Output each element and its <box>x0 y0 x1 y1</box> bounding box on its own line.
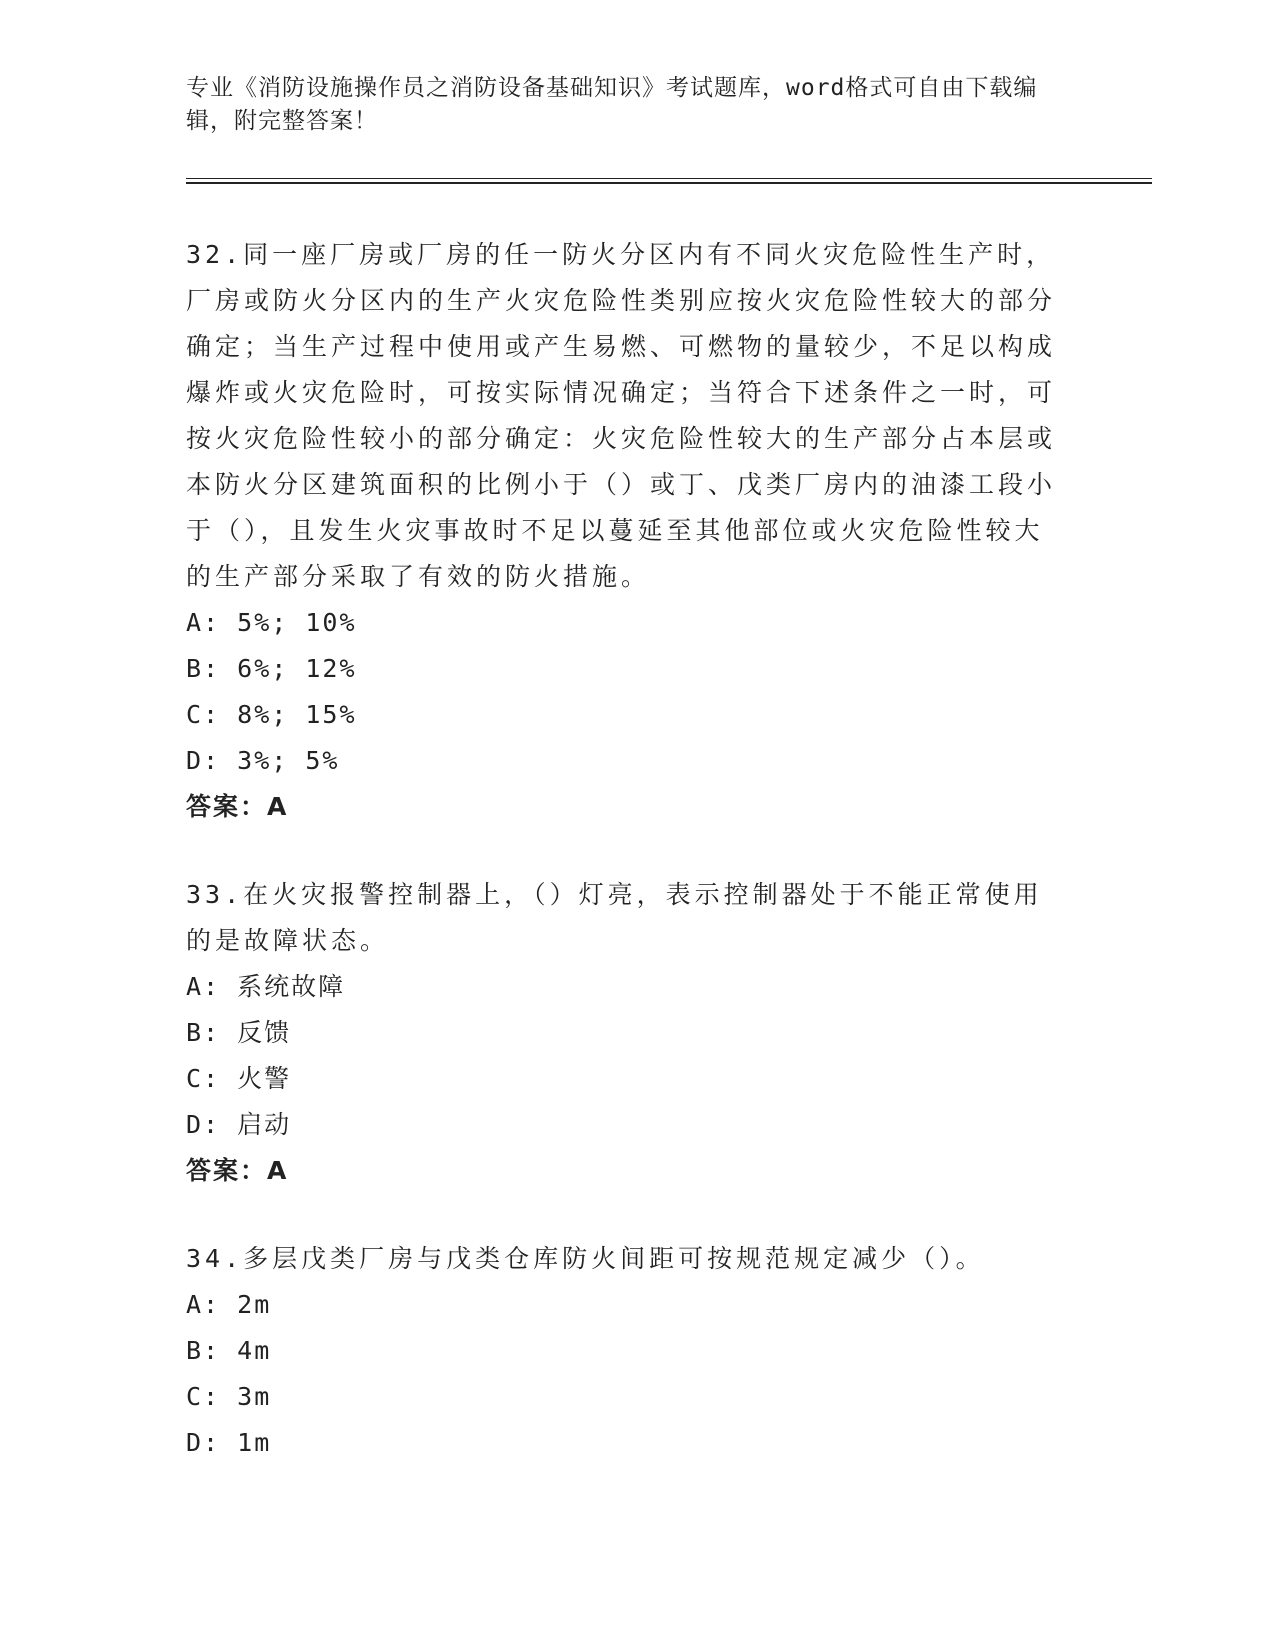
option-d: D: 启动 <box>186 1110 292 1139</box>
option-b: B: 4m <box>186 1336 272 1365</box>
option-b: B: 6%; 12% <box>186 654 357 683</box>
option-a: A: 5%; 10% <box>186 608 357 637</box>
question-stem: 32.同一座厂房或厂房的任一防火分区内有不同火灾危险性生产时，厂房或防火分区内的生产火灾危险性类别应按火灾危险性较大的部分确定；当生产过程中使用或产生易燃、可燃物的量较少，不足以构成爆炸或火灾危险时，可按实际情况确定；当符合下述条件之一时，可按火灾危险性较小的部分确定：火灾危险性较大的生产部分占本层或本防火分区建筑面积的比例小于（）或丁、戊类厂房内的油漆工段小于（），且发生火灾事故时不足以蔓延至其他部位或火灾危险性较大的生产部分采取了有效的防火措施。 <box>186 240 1057 591</box>
question-stem: 33.在火灾报警控制器上，（）灯亮，表示控制器处于不能正常使用的是故障状态。 <box>186 880 1043 955</box>
document-header: 专业《消防设施操作员之消防设备基础知识》考试题库，word格式可自由下载编辑，附完整答案！ <box>186 75 1038 134</box>
answer-label: 答案：A <box>186 792 289 821</box>
question-32 <box>186 232 1066 830</box>
option-a: A: 2m <box>186 1290 272 1319</box>
option-d: D: 3%; 5% <box>186 746 340 775</box>
question-stem: 34.多层戊类厂房与戊类仓库防火间距可按规范规定减少（）。 <box>186 1244 985 1273</box>
option-b: B: 反馈 <box>186 1018 292 1047</box>
answer-label: 答案：A <box>186 1156 289 1185</box>
header-divider-thick <box>186 182 1152 184</box>
option-c: C: 8%; 15% <box>186 700 357 729</box>
option-c: C: 火警 <box>186 1064 292 1093</box>
question-33 <box>186 872 1066 1194</box>
question-34 <box>186 1236 1066 1466</box>
option-a: A: 系统故障 <box>186 972 346 1001</box>
option-c: C: 3m <box>186 1382 272 1411</box>
header-divider-thin <box>186 178 1152 179</box>
option-d: D: 1m <box>186 1428 272 1457</box>
